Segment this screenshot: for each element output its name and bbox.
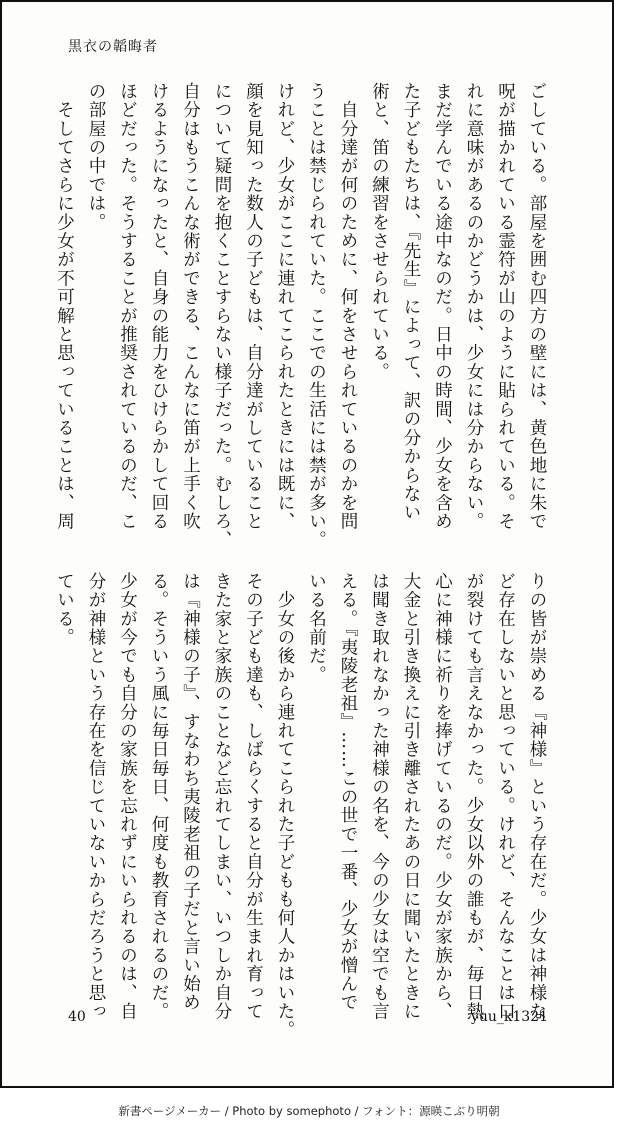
text-line: 少女が今でも自分の家族を忘れずにいられるのは、自 [117,572,138,1021]
text-line: が裂けても言えなかった。少女以外の誰もが、毎日熱 [464,572,484,1021]
upper-text-block [48,82,552,550]
text-line: そしてさらに少女が不可解と思っていることは、周 [54,82,75,531]
text-line: ている。 [54,572,75,647]
text-line: 自分はもうこんな術ができる、こんなに笛が上手く吹 [180,82,201,531]
text-line: けるようになったと、自身の能力をひけらかして回る [149,82,169,531]
text-line: れに意味があるのかどうかは、少女には分からない。 [464,82,484,531]
page-number: 40 [68,1009,86,1025]
text-line: 顔を見知った数人の子どもは、自分達がしていること [243,82,264,531]
text-line: る。そういう風に毎日毎日、何度も教育されるのだ。 [149,572,169,1021]
text-line: けれど、少女がここに連れてこられたときには既に、 [275,82,295,531]
text-line: いる名前だ。 [306,572,327,685]
text-line: た子どもたちは、『先生』によって、訳の分からない [401,82,421,523]
text-line: りの皆が崇める『神様』という存在だ。少女は神様な [527,572,547,1021]
text-line: について疑問を抱くことすらない様子だった。むしろ、 [212,82,232,550]
text-line: 心に神様に祈りを捧げているのだ。少女が家族から、 [432,572,453,1021]
text-line: 自分達が何のために、何をさせられているのかを問 [338,82,358,531]
text-line: うことは禁じられていた。ここでの生活には禁が多い。 [306,82,327,550]
text-line: ど存在しないと思っている。けれど、そんなことは口 [495,572,516,1021]
text-line: の部屋の中では。 [86,82,106,232]
text-line: ほどだった。そうすることが推奨されているのだ、こ [117,82,138,531]
text-line: 術と、笛の練習をさせられている。 [369,82,390,382]
book-title: 黒衣の韜晦者 [68,39,158,55]
text-line: その子ども達も、しばらくすると自分が生まれ育って [243,572,264,1021]
text-line: 呪が描かれている霊符が山のように貼られている。そ [495,82,516,531]
text-line: ごしている。部屋を囲む四方の壁には、黄色地に朱で [527,82,547,531]
author-id: yuu_k1321 [470,1009,548,1025]
footer-credit: 新書ページメーカー / Photo by somephoto / フォント：源暎こぶり明朝 [118,1104,500,1118]
text-line: まだ学んでいる途中なのだ。日中の時間、少女を含め [432,82,453,531]
text-line: 大金と引き換えに引き離されたあの日に聞いたときに [401,572,421,1021]
text-line: きた家と家族のことなど忘れてしまい、いつしか自分 [212,572,232,1021]
text-line: は聞き取れなかった神様の名を、今の少女は空でも言 [369,572,390,1021]
text-line: える。『夷陵老祖』……この世で一番、少女が憎んで [338,572,358,1013]
text-line: 少女の後から連れてこられた子どもも何人かはいた。 [275,572,295,1040]
text-line: 分が神様という存在を信じていないからだろうと思っ [86,572,106,1021]
text-line: は『神様の子』、すなわち夷陵老祖の子だと言い始め [180,572,201,1013]
